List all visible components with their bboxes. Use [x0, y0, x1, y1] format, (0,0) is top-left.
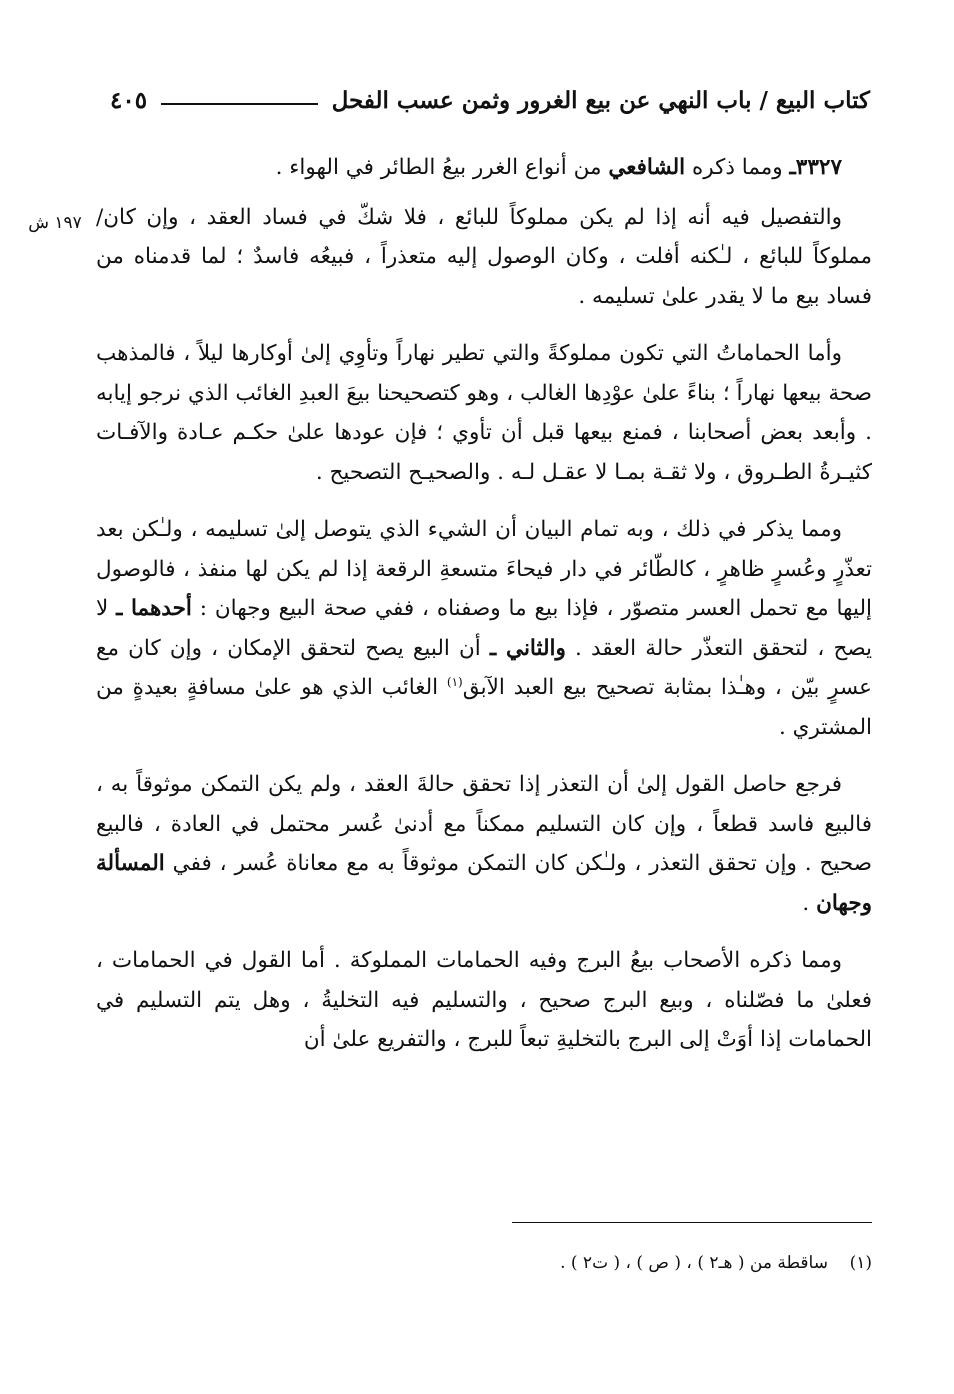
footnote-marker: (١): [446, 674, 463, 689]
footnote-separator: [512, 1222, 872, 1223]
main-text: [96, 148, 872, 1078]
paragraph-2: والتفصيل فيه أنه إذا لم يكن مملوكاً للبائع ، فلا شكّ في فساد العقد ، وإن كان/ مملوكاً للبائع ، لـٰكنه أفلت ، وكان الوصول إليه متعذراً ، فبيعُه فاسدٌ ؛ لما قدمناه من فساد بيع ما لا يقدر علىٰ تسليمه .: [96, 204, 872, 309]
paragraph-6: ومما ذكره الأصحاب بيعُ البرج وفيه الحمامات المملوكة . أما القول في الحمامات ، فعلىٰ ما فصّلناه ، وبيع البرج صحيح ، والتسليم فيه التخليةُ ، وهل يتم التسليم في الحمامات إذا أوَتْ إلى البرج بالتخليةِ تبعاً للبرج ، والتفريع علىٰ أن: [96, 948, 872, 1052]
margin-manuscript-note: ١٩٧ ش: [28, 213, 82, 233]
page-number: ٤٠٥: [110, 86, 148, 114]
paragraph-4: ومما يذكر في ذلك ، وبه تمام البيان أن الشيء الذي يتوصل إلىٰ تسليمه ، ولـٰكن بعد تعذّرٍ وعُسرٍ ظاهرٍ ، كالطّائر في دار فيحاءَ متسعةِ الرقعة إذا لم يكن لها منفذ ، فالوصول إليها مع تحمل العسر متصوّر ، فإذا بيع ما وصفناه ، ففي صحة البيع وجهان : أحدهما ـ لا يصح ، لتحقق التعذّر حالة العقد . والثاني ـ أن البيع يصح لتحقق الإمكان ، وإن كان مع عسرٍ بيّن ، وهـٰذا بمثابة تصحيح بيع العبد الآبق$^{(١)}$ الغائب الذي هو علىٰ مسافةٍ بعيدةٍ من المشتري .: [96, 517, 873, 740]
paragraph-3327: ٣٣٢٧ـ ومما ذكره الشافعي من أنواع الغرر بيعُ الطائر في الهواء .: [275, 155, 842, 180]
footnote-number: (١): [849, 1253, 872, 1273]
paragraph-number: ٣٣٢٧ـ: [789, 155, 842, 180]
footnote: [300, 1250, 872, 1276]
paragraph-5: فرجع حاصل القول إلىٰ أن التعذر إذا تحقق حالةَ العقد ، ولم يكن التمكن موثوقاً به ، فالبيع فاسد قطعاً ، وإن كان التسليم ممكناً مع أدنىٰ عُسر محتمل في العادة ، فالبيع صحيح . وإن تحقق التعذر ، ولـٰكن كان التمكن موثوقاً به مع معاناة عُسر ، ففي المسألة وجهان .: [96, 772, 872, 916]
running-header: [110, 82, 870, 118]
footnote-text: ساقطة من ( هـ٢ ) ، ( ص ) ، ( ت٢ ) .: [560, 1253, 828, 1273]
header-rule: [161, 103, 318, 105]
paragraph-3: وأما الحماماتُ التي تكون مملوكةً والتي تطير نهاراً وتأوِي إلىٰ أوكارها ليلاً ، فالمذهب صحة بيعها نهاراً ؛ بناءً علىٰ عوْدِها الغالب ، وهو كتصحيحنا بيعَ العبدِ الغائب الذي نرجو إيابه . وأبعد بعض أصحابنا ، فمنع بيعها قبل أن تأوي ؛ فإن عودها علىٰ حكـم عـادة والآفـات كثيـرةُ الطـروق ، ولا ثقـة بمـا لا عقـل لـه . والصحيـح التصحيح .: [96, 341, 872, 485]
name-shafii: الشافعي: [608, 155, 686, 180]
header-title: كتاب البيع / باب النهي عن بيع الغرور وثمن عسب الفحل: [331, 86, 870, 114]
